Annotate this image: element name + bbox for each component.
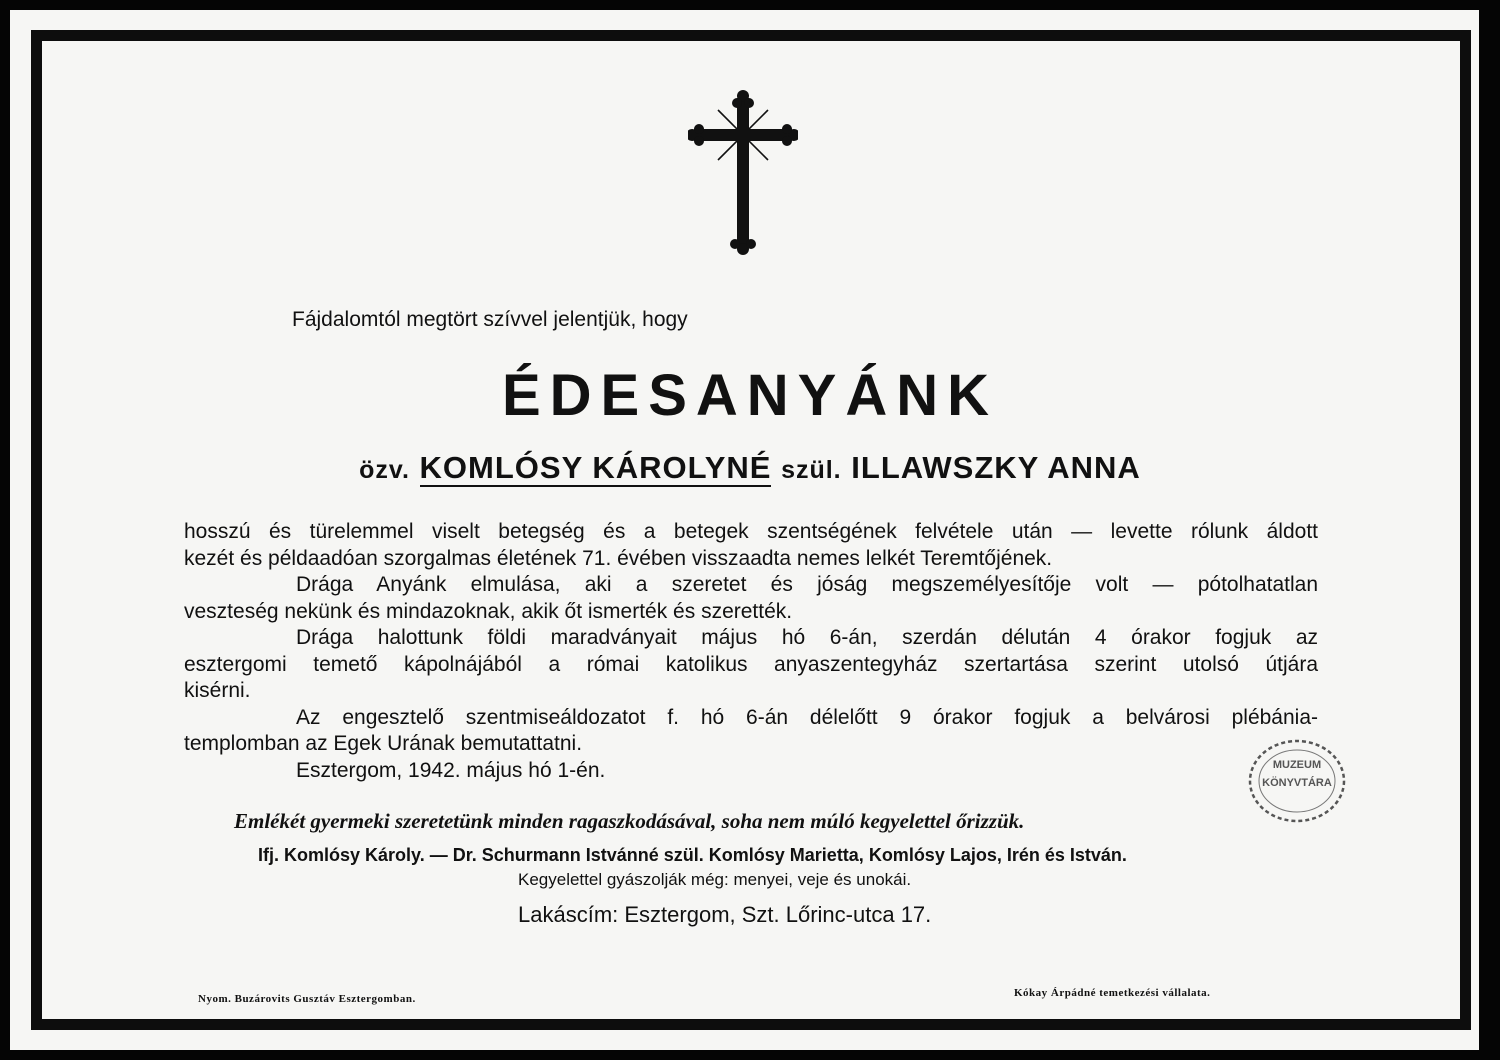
- body-line: Az engesztelő szentmiseáldozatot f. hó 6-án délelőtt 9 órakor fogjuk a belvárosi plébánia-: [296, 705, 1318, 729]
- address-line: Lakáscím: Esztergom, Szt. Lőrinc-utca 17.: [518, 902, 932, 927]
- deceased-name: [0, 450, 1500, 486]
- body-line: esztergomi temető kápolnájából a római katolikus anyaszentegyház szertartása szerint utolsó útjára: [184, 652, 1318, 676]
- museum-stamp-icon: [1247, 738, 1347, 824]
- body-line: kisérni.: [184, 679, 251, 702]
- motto-text: Emlékét gyermeki szeretetünk minden ragaszkodásával, soha nem múló kegyelettel őrizzük.: [234, 809, 1025, 833]
- announcement-paragraph: [184, 519, 1318, 784]
- body-line: Drága halottunk földi maradványait május hó 6-án, szerdán délután 4 órakor fogjuk az: [296, 626, 1318, 649]
- stamp-line-2: KÖNYVTÁRA: [1262, 777, 1332, 789]
- intro-text: Fájdalomtól megtört szívvel jelentjük, hogy: [292, 308, 688, 331]
- undertaker-credit: Kókay Árpádné temetkezési vállalata.: [1014, 987, 1211, 999]
- date-line: Esztergom, 1942. május hó 1-én.: [296, 758, 606, 782]
- married-name: KOMLÓSY KÁROLYNÉ: [419, 450, 772, 485]
- body-line: veszteség nekünk és mindazoknak, akik őt ismerték és szerették.: [184, 599, 793, 623]
- stamp-line-1: MUZEUM: [1272, 759, 1322, 771]
- page-title: ÉDESANYÁNK: [501, 363, 999, 428]
- mourners-list: Kegyelettel gyászolják még: menyei, veje és unokái.: [518, 870, 912, 889]
- widow-prefix: özv.: [359, 456, 410, 484]
- cross-icon: [688, 88, 798, 256]
- body-line: kezét és példaadóan szorgalmas életének 71. évében visszaadta nemes lelkét Teremtőjének.: [184, 546, 1053, 570]
- body-line: templomban az Egek Urának bemutattatni.: [184, 732, 583, 755]
- maiden-name: ILLAWSZKY ANNA: [851, 450, 1141, 485]
- born-label: szül.: [781, 456, 842, 484]
- body-line: Drága Anyánk elmulása, aki a szeretet és jóság megszemélyesítője volt — pótolhatatlan: [296, 573, 1318, 596]
- body-line: hosszú és türelemmel viselt betegség és a betegek szentségének felvétele után — levette rólunk áldott: [184, 520, 1318, 543]
- printer-credit: Nyom. Buzárovits Gusztáv Esztergomban.: [198, 993, 416, 1005]
- signers-list: Ifj. Komlósy Károly. — Dr. Schurmann Istvánné szül. Komlósy Marietta, Komlósy Lajos, Irén és István.: [258, 845, 1127, 865]
